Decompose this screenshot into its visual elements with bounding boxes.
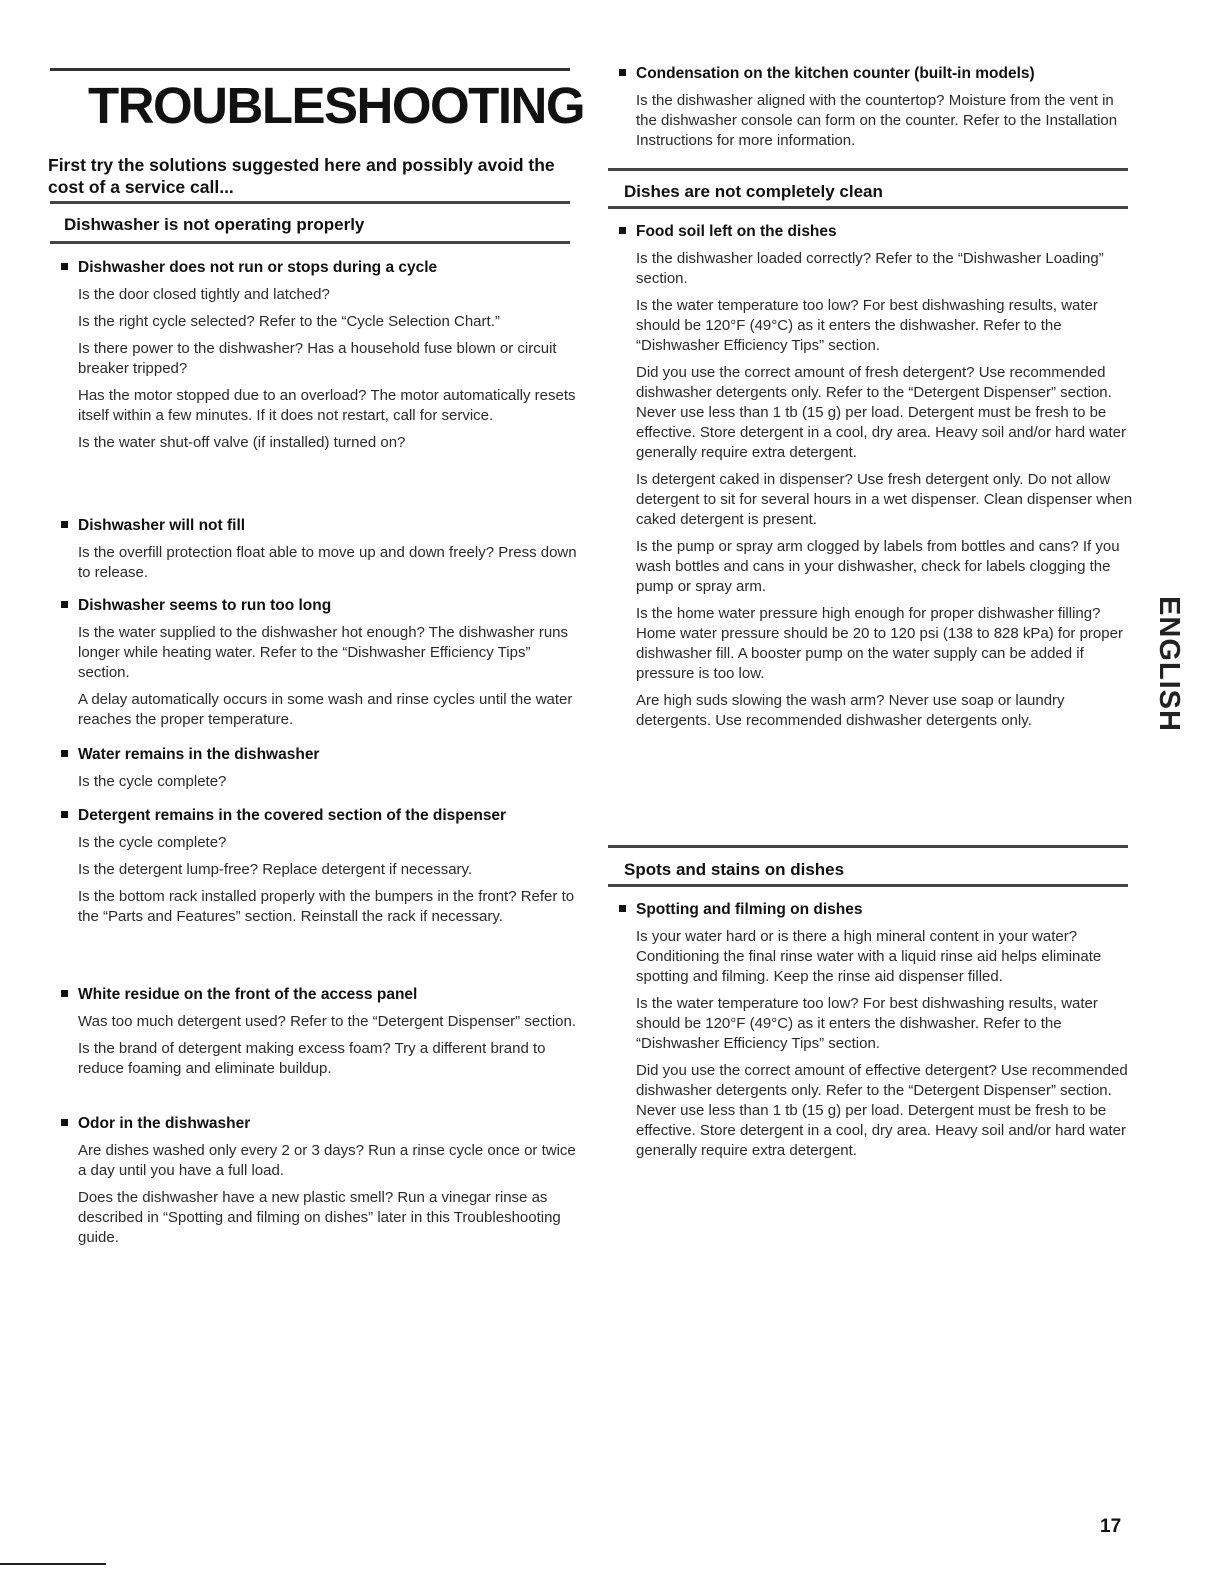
item-paragraph: Is the pump or spray arm clogged by labels from bottles and cans? If you wash bottles and cans in your dishwasher, check for labels clogging the pump or spray arm. bbox=[636, 538, 1120, 595]
item-paragraph: Is the door closed tightly and latched? bbox=[78, 286, 330, 303]
item-paragraph: Is the water temperature too low? For best dishwashing results, water should be 120°F (49°C) as it enters the dishwasher. Refer to the “Dishwasher Efficiency Tips” section. bbox=[636, 995, 1098, 1052]
bullet-icon bbox=[619, 227, 626, 234]
intro-text: First try the solutions suggested here and possibly avoid the cost of a service call... bbox=[48, 155, 555, 197]
bullet-icon bbox=[61, 601, 68, 608]
item-paragraph: A delay automatically occurs in some wash and rinse cycles until the water reaches the proper temperature. bbox=[78, 691, 573, 728]
section-heading: Spots and stains on dishes bbox=[624, 860, 845, 879]
item-paragraph: Is the detergent lump-free? Replace detergent if necessary. bbox=[78, 861, 473, 878]
section-rule bbox=[50, 241, 570, 244]
troubleshooting-item bbox=[78, 985, 578, 1079]
item-paragraph: Is the dishwasher aligned with the countertop? Moisture from the vent in the dishwasher console can form on the counter. Refer to the Installation Instructions for more information. bbox=[636, 92, 1118, 149]
troubleshooting-item bbox=[78, 596, 578, 730]
troubleshooting-item bbox=[78, 516, 578, 583]
troubleshooting-item bbox=[78, 1114, 578, 1248]
section-rule bbox=[608, 206, 1128, 209]
page-number: 17 bbox=[1100, 1516, 1122, 1537]
item-paragraph: Is the cycle complete? bbox=[78, 834, 227, 851]
item-paragraph: Is the cycle complete? bbox=[78, 773, 227, 790]
section-rule bbox=[608, 845, 1128, 848]
item-title: Condensation on the kitchen counter (built-in models) bbox=[636, 65, 1035, 82]
bullet-icon bbox=[61, 990, 68, 997]
bullet-icon bbox=[619, 69, 626, 76]
bullet-icon bbox=[61, 811, 68, 818]
bullet-icon bbox=[61, 750, 68, 757]
item-paragraph: Is the dishwasher loaded correctly? Refer to the “Dishwasher Loading” section. bbox=[636, 250, 1104, 287]
item-paragraph: Does the dishwasher have a new plastic smell? Run a vinegar rinse as described in “Spotting and filming on dishes” later in this Troubleshooting guide. bbox=[78, 1189, 561, 1246]
troubleshooting-item bbox=[636, 222, 1136, 731]
language-tab: ENGLISH bbox=[1152, 566, 1185, 762]
title-rule bbox=[50, 68, 570, 71]
item-paragraph: Is the home water pressure high enough for proper dishwasher filling? Home water pressure should be 20 to 120 psi (138 to 828 kPa) for proper dishwasher fill. A booster pump on the water supply can be added if pressure is too low. bbox=[636, 605, 1123, 682]
bullet-icon bbox=[61, 263, 68, 270]
item-paragraph: Is the water temperature too low? For best dishwashing results, water should be 120°F (49°C) as it enters the dishwasher. Refer to the “Dishwasher Efficiency Tips” section. bbox=[636, 297, 1098, 354]
item-title: Spotting and filming on dishes bbox=[636, 901, 863, 918]
item-paragraph: Has the motor stopped due to an overload? The motor automatically resets itself within a few minutes. If it does not restart, call for service. bbox=[78, 387, 576, 424]
item-paragraph: Is your water hard or is there a high mineral content in your water? Conditioning the final rinse water with a liquid rinse aid helps eliminate spotting and filming. Keep the rinse aid dispenser filled. bbox=[636, 928, 1102, 985]
item-title: Dishwasher will not fill bbox=[78, 517, 246, 534]
item-paragraph: Is the brand of detergent making excess foam? Try a different brand to reduce foaming and eliminate buildup. bbox=[78, 1040, 546, 1077]
item-title: Water remains in the dishwasher bbox=[78, 746, 320, 763]
item-paragraph: Is the water supplied to the dishwasher hot enough? The dishwasher runs longer while heating water. Refer to the “Dishwasher Efficiency Tips” section. bbox=[78, 624, 569, 681]
item-title: Food soil left on the dishes bbox=[636, 223, 837, 240]
footer-rule bbox=[0, 1563, 106, 1565]
condensation-item bbox=[636, 64, 1136, 151]
item-title: Odor in the dishwasher bbox=[78, 1115, 251, 1132]
item-paragraph: Did you use the correct amount of fresh detergent? Use recommended dishwasher detergents only. Refer to the “Detergent Dispenser” section. Never use less than 1 tb (15 g) per load. Detergent must be fresh to be effective. Store detergent in a cool, dry area. Heavy soil and/or hard water generally require extra detergent. bbox=[636, 364, 1126, 461]
section-rule bbox=[608, 168, 1128, 171]
bullet-icon bbox=[61, 1119, 68, 1126]
section-rule bbox=[50, 201, 570, 204]
section-rule bbox=[608, 884, 1128, 887]
troubleshooting-item bbox=[78, 258, 578, 453]
item-paragraph: Is the right cycle selected? Refer to the “Cycle Selection Chart.” bbox=[78, 313, 500, 330]
item-paragraph: Is detergent caked in dispenser? Use fresh detergent only. Do not allow detergent to sit for several hours in a wet dispenser. Clean dispenser when caked detergent is present. bbox=[636, 471, 1133, 528]
item-paragraph: Are high suds slowing the wash arm? Never use soap or laundry detergents. Use recommended dishwasher detergents only. bbox=[636, 692, 1065, 729]
troubleshooting-item bbox=[636, 900, 1136, 1161]
item-title: Dishwasher does not run or stops during a cycle bbox=[78, 259, 438, 276]
item-title: Detergent remains in the covered section of the dispenser bbox=[78, 807, 507, 824]
item-title: White residue on the front of the access panel bbox=[78, 986, 418, 1003]
item-paragraph: Is the bottom rack installed properly with the bumpers in the front? Refer to the “Parts and Features” section. Reinstall the rack if necessary. bbox=[78, 888, 575, 925]
page-title: TROUBLESHOOTING bbox=[88, 77, 584, 134]
item-paragraph: Did you use the correct amount of effective detergent? Use recommended dishwasher detergents only. Refer to the “Detergent Dispenser” section. Never use less than 1 tb (15 g) per load. Detergent must be fresh to be effective. Store detergent in a cool, dry area. Heavy soil and/or hard water generally require extra detergent. bbox=[636, 1062, 1128, 1159]
item-paragraph: Was too much detergent used? Refer to the “Detergent Dispenser” section. bbox=[78, 1013, 577, 1030]
item-paragraph: Is there power to the dishwasher? Has a household fuse blown or circuit breaker tripped? bbox=[78, 340, 557, 377]
section-heading: Dishwasher is not operating properly bbox=[64, 215, 365, 234]
bullet-icon bbox=[61, 521, 68, 528]
troubleshooting-item bbox=[78, 806, 578, 927]
item-paragraph: Is the water shut-off valve (if installed) turned on? bbox=[78, 434, 406, 451]
item-title: Dishwasher seems to run too long bbox=[78, 597, 332, 614]
bullet-icon bbox=[619, 905, 626, 912]
item-paragraph: Is the overfill protection float able to move up and down freely? Press down to release. bbox=[78, 544, 577, 581]
item-paragraph: Are dishes washed only every 2 or 3 days? Run a rinse cycle once or twice a day until you have a full load. bbox=[78, 1142, 576, 1179]
troubleshooting-item bbox=[78, 745, 578, 792]
section-heading: Dishes are not completely clean bbox=[624, 182, 883, 201]
